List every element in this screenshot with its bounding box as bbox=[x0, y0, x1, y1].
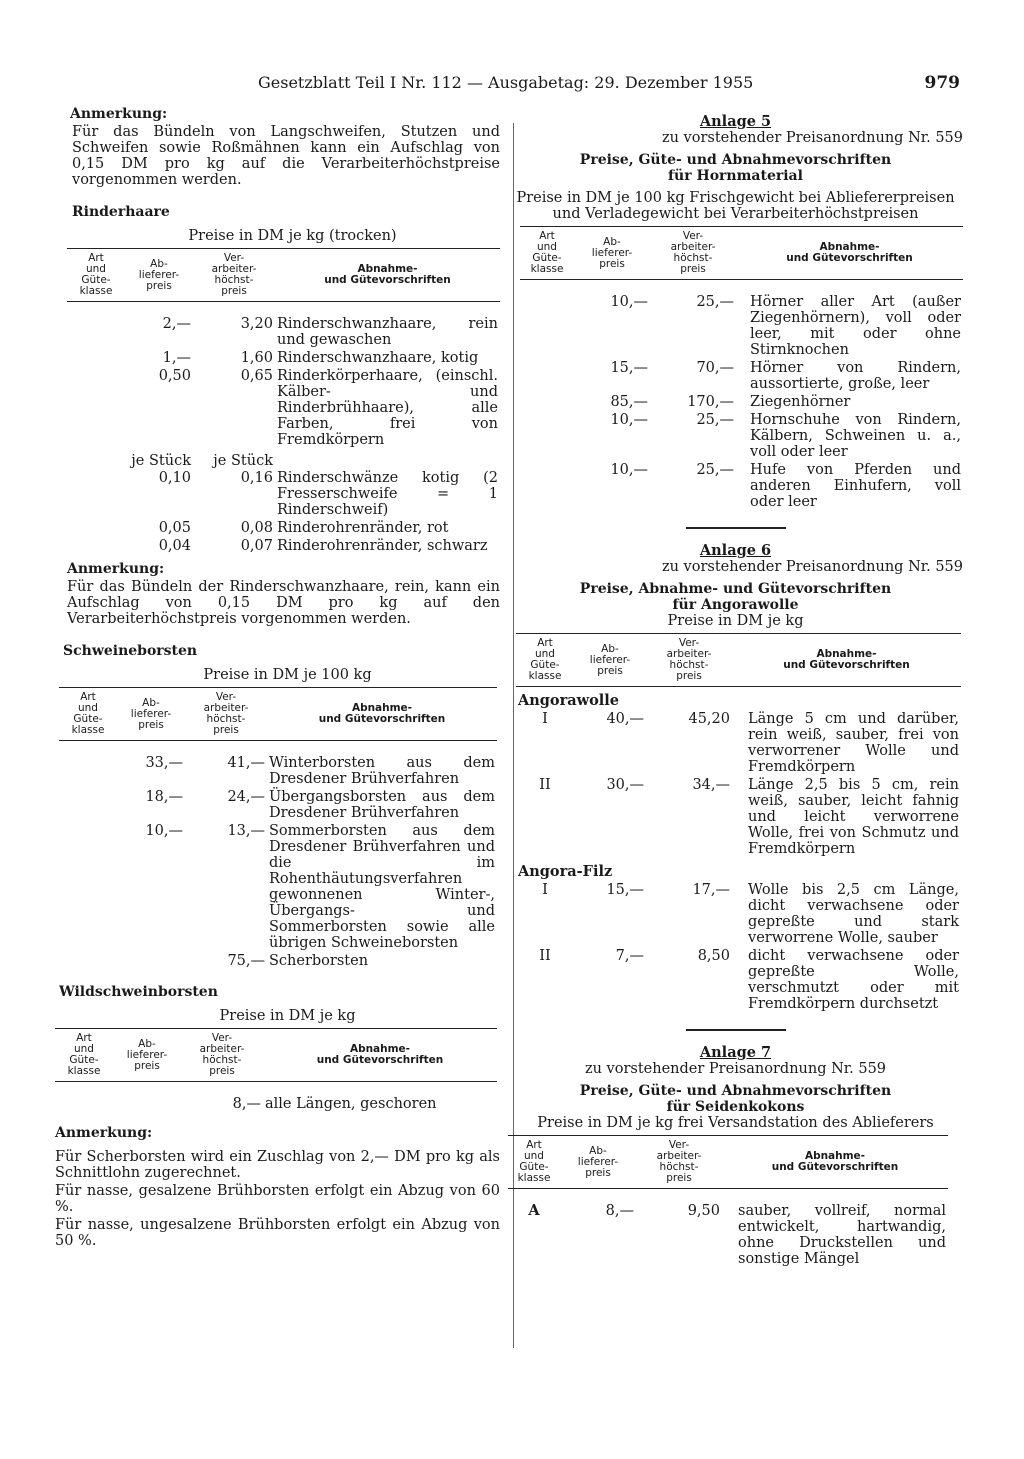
table-row: 0,10 0,16 Rinderschwänze kotig (2 Fresserschweife = 1 Rinderschweif) bbox=[158, 470, 498, 518]
table-row: 10,— 25,— Hornschuhe von Rindern, Kälbern, Schweinen u. a., voll oder leer bbox=[610, 412, 961, 460]
anlage-title: Anlage 7 bbox=[699, 1044, 772, 1061]
table-row: 2,— 3,20 Rinderschwanzhaare, rein und gewaschen bbox=[162, 316, 498, 348]
anlage-subtitle: Preise in DM je kg bbox=[667, 613, 804, 629]
page-header bbox=[0, 75, 1024, 99]
anmerkung-text: Für das Bündeln der Rinderschwanzhaare, rein, kann ein Aufschlag von 0,15 DM pro kg auf den Verarbeiterhöchstpreis vorgenommen werden. bbox=[67, 579, 500, 627]
col-art: Art und Güte- klasse bbox=[520, 227, 574, 280]
table-row: 33,— 41,— Winterborsten aus dem Dresdener Brühverfahren bbox=[145, 755, 495, 787]
anlage-heading: Preise, Güte- und Abnahmevorschriften für Seidenkokons bbox=[579, 1083, 892, 1115]
page-number: 979 bbox=[924, 73, 960, 93]
table-row: 18,— 24,— Übergangsborsten aus dem Dresdener Brühverfahren bbox=[145, 789, 495, 821]
col-verarbeiter: Ver- arbeiter- höchst- preis bbox=[185, 688, 267, 741]
anlage-subtitle: Preise in DM je kg frei Versandstation des Ablieferers bbox=[537, 1115, 934, 1131]
group-row: Angora-Filz bbox=[518, 863, 613, 880]
table-row: 10,— 13,— Sommerborsten aus dem Dresdener Brühverfahren und die im Rohenthäutungsverfahren gewonnenen Winter-, Übergangs- und Sommerborsten sowie alle übrigen Schweineborsten bbox=[145, 823, 495, 951]
unit-row: je Stück je Stück bbox=[131, 453, 273, 469]
group-row: Angorawolle bbox=[518, 692, 620, 709]
anmerkung-text: Für nasse, ungesalzene Brühborsten erfolgt ein Abzug von 50 %. bbox=[55, 1217, 500, 1249]
anmerkung-heading: Anmerkung: bbox=[55, 1125, 153, 1141]
table-row: 85,— 170,— Ziegenhörner bbox=[610, 394, 851, 410]
table-row: 1,— 1,60 Rinderschwanzhaare, kotig bbox=[162, 350, 479, 366]
seidenkokons-table bbox=[508, 1135, 948, 1268]
schweineborsten-table bbox=[59, 687, 497, 970]
col-abnahme: Abnahme- und Gütevorschriften bbox=[275, 249, 500, 302]
col-verarbeiter: Ver- arbeiter- höchst- preis bbox=[181, 1029, 263, 1082]
col-art: Art und Güte- klasse bbox=[55, 1029, 113, 1082]
anlage-subtitle: Preise in DM je 100 kg Frischgewicht bei Abliefererpreisen und Verladegewicht bei Verarbeiterhöchstpreisen bbox=[516, 190, 955, 222]
table-row: 10,— 25,— Hufe von Pferden und anderen Einhufern, voll oder leer bbox=[610, 462, 961, 510]
col-abnahme: Abnahme- und Gütevorschriften bbox=[267, 688, 497, 741]
left-column bbox=[55, 100, 500, 1249]
anlage-reference: zu vorstehender Preisanordnung Nr. 559 bbox=[661, 130, 963, 146]
table-row: 75,— Scherborsten bbox=[227, 953, 369, 969]
col-verarbeiter: Ver- arbeiter- höchst- preis bbox=[646, 634, 732, 687]
schweineborsten-subtitle: Preise in DM je 100 kg bbox=[203, 667, 372, 683]
col-verarbeiter: Ver- arbeiter- höchst- preis bbox=[636, 1136, 722, 1189]
table-row: I 40,— 45,20 Länge 5 cm und darüber, rein weiß, sauber, frei von verworrener Wolle und Fremdkörpern bbox=[542, 711, 959, 775]
rinderhaare-heading: Rinderhaare bbox=[72, 204, 170, 220]
anlage-reference: zu vorstehender Preisanordnung Nr. 559 bbox=[584, 1061, 887, 1077]
col-art: Art und Güte- klasse bbox=[516, 634, 574, 687]
col-ablieferer: Ab- lieferer- preis bbox=[560, 1136, 636, 1189]
table-row: A 8,— 9,50 sauber, vollreif, normal entwickelt, hartwandig, ohne Druckstellen und sonstige Mängel bbox=[528, 1202, 946, 1267]
wildschweinborsten-heading: Wildschweinborsten bbox=[59, 984, 218, 1000]
header-title: Gesetzblatt Teil I Nr. 112 — Ausgabetag: 29. Dezember 1955 bbox=[258, 73, 754, 92]
section-divider bbox=[686, 1029, 786, 1031]
right-column bbox=[508, 100, 963, 1268]
col-ablieferer: Ab- lieferer- preis bbox=[574, 634, 646, 687]
col-ablieferer: Ab- lieferer- preis bbox=[117, 688, 185, 741]
anlage-reference: zu vorstehender Preisanordnung Nr. 559 bbox=[661, 559, 963, 575]
schweineborsten-heading: Schweineborsten bbox=[63, 643, 198, 659]
col-art: Art und Güte- klasse bbox=[59, 688, 117, 741]
table-row: 0,04 0,07 Rinderohrenränder, schwarz bbox=[158, 538, 488, 554]
col-ablieferer: Ab- lieferer- preis bbox=[574, 227, 650, 280]
anmerkung-text: Für Scherborsten wird ein Zuschlag von 2,— DM pro kg als Schnittlohn zugerechnet. bbox=[55, 1149, 500, 1181]
wildschweinborsten-subtitle: Preise in DM je kg bbox=[219, 1008, 356, 1024]
col-art: Art und Güte- klasse bbox=[67, 249, 125, 302]
col-ablieferer: Ab- lieferer- preis bbox=[113, 1029, 181, 1082]
table-row: II 30,— 34,— Länge 2,5 bis 5 cm, rein weiß, sauber, leicht fahnig und leicht verworrene Wolle, frei von Schmutz und Fremdkörpern bbox=[539, 777, 959, 857]
table-row: II 7,— 8,50 dicht verwachsene oder gepreßte Wolle, verschmutzt oder mit Fremdkörpern durchsetzt bbox=[539, 948, 959, 1012]
anlage-heading: Preise, Abnahme- und Gütevorschriften für Angorawolle bbox=[579, 581, 892, 613]
hornmaterial-table bbox=[520, 226, 963, 511]
col-abnahme: Abnahme- und Gütevorschriften bbox=[736, 227, 963, 280]
col-abnahme: Abnahme- und Gütevorschriften bbox=[722, 1136, 948, 1189]
table-row: 8,— alle Längen, geschoren bbox=[232, 1096, 437, 1112]
col-art: Art und Güte- klasse bbox=[508, 1136, 560, 1189]
col-ablieferer: Ab- lieferer- preis bbox=[125, 249, 193, 302]
anlage-title: Anlage 5 bbox=[699, 113, 772, 130]
anmerkung-text: Für nasse, gesalzene Brühborsten erfolgt ein Abzug von 60 %. bbox=[55, 1183, 500, 1215]
anmerkung-heading: Anmerkung: bbox=[67, 561, 165, 577]
anmerkung-heading: Anmerkung: bbox=[70, 106, 168, 122]
anmerkung-text: Für das Bündeln von Langschweifen, Stutzen und Schweifen sowie Roßmähnen kann ein Aufschlag von 0,15 DM pro kg auf die Verarbeiterhöchstpreise vorgenommen werden. bbox=[72, 124, 500, 188]
table-row: 15,— 70,— Hörner von Rindern, aussortierte, große, leer bbox=[610, 360, 961, 392]
table-row: I 15,— 17,— Wolle bis 2,5 cm Länge, dicht verwachsene oder gepreßte und stark verworrene Wolle, sauber bbox=[542, 882, 959, 946]
section-divider bbox=[686, 527, 786, 529]
anlage-title: Anlage 6 bbox=[699, 542, 772, 559]
rinderhaare-subtitle: Preise in DM je kg (trocken) bbox=[188, 228, 397, 244]
wildschweinborsten-table bbox=[55, 1028, 497, 1113]
angorawolle-table bbox=[516, 633, 961, 1013]
col-abnahme: Abnahme- und Gütevorschriften bbox=[732, 634, 961, 687]
rinderhaare-table bbox=[67, 248, 500, 555]
anlage-heading: Preise, Güte- und Abnahmevorschriften für Hornmaterial bbox=[579, 152, 892, 184]
col-abnahme: Abnahme- und Gütevorschriften bbox=[263, 1029, 497, 1082]
table-row: 0,05 0,08 Rinderohrenränder, rot bbox=[158, 520, 449, 536]
col-verarbeiter: Ver- arbeiter- höchst- preis bbox=[650, 227, 736, 280]
col-verarbeiter: Ver- arbeiter- höchst- preis bbox=[193, 249, 275, 302]
table-row: 0,50 0,65 Rinderkörperhaare, (einschl. Kälber- und Rinderbrühhaare), alle Farben, frei von Fremdkörpern bbox=[158, 368, 498, 448]
table-row: 10,— 25,— Hörner aller Art (außer Ziegenhörnern), voll oder leer, mit oder ohne Stirnknochen bbox=[610, 294, 961, 358]
